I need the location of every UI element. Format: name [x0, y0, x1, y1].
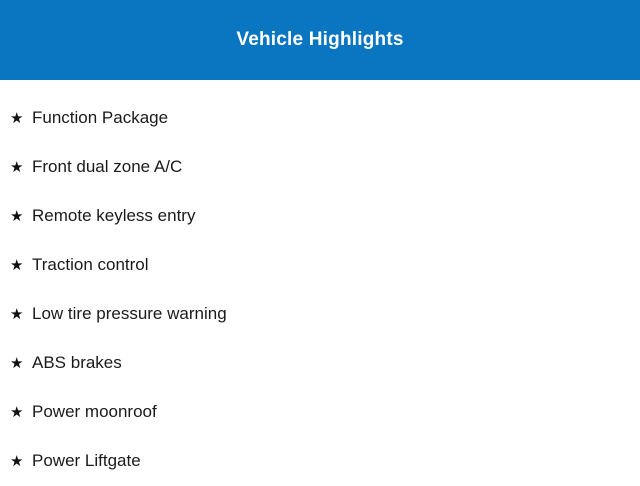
list-item-label: Remote keyless entry	[32, 206, 196, 226]
page-header	[0, 0, 640, 80]
list-item-label: Power moonroof	[32, 402, 157, 422]
list-item-label: Power Liftgate	[32, 451, 141, 471]
star-icon: ★	[10, 159, 24, 176]
list-item	[0, 143, 640, 192]
list-item-label: Front dual zone A/C	[32, 157, 183, 177]
list-item	[0, 290, 640, 339]
list-item	[0, 241, 640, 290]
star-icon: ★	[10, 208, 24, 225]
star-icon: ★	[10, 453, 24, 470]
list-item-label: Traction control	[32, 255, 149, 275]
star-icon: ★	[10, 257, 24, 274]
page-title: Vehicle Highlights	[236, 29, 404, 50]
star-icon: ★	[10, 110, 24, 127]
list-item-label: ABS brakes	[32, 353, 122, 373]
list-item	[0, 339, 640, 388]
star-icon: ★	[10, 404, 24, 421]
list-item-label: Function Package	[32, 108, 169, 128]
list-item-label: Low tire pressure warning	[32, 304, 227, 324]
star-icon: ★	[10, 306, 24, 323]
list-item	[0, 437, 640, 486]
list-item	[0, 388, 640, 437]
vehicle-highlights-list	[0, 80, 640, 486]
list-item	[0, 192, 640, 241]
star-icon: ★	[10, 355, 24, 372]
list-item	[0, 94, 640, 143]
